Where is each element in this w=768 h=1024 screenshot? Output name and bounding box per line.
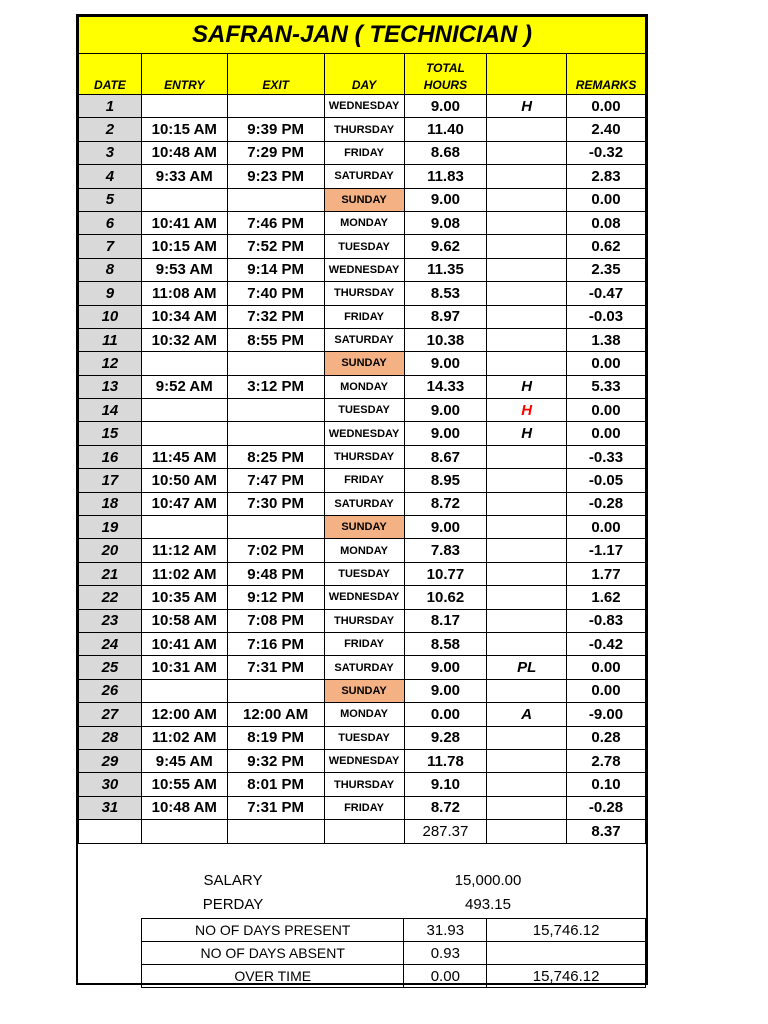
row-day: THURSDAY [324, 773, 404, 796]
row-date: 20 [79, 539, 142, 562]
row-remarks: 0.10 [567, 773, 646, 796]
row-remarks: -1.17 [567, 539, 646, 562]
attendance-row [79, 188, 646, 211]
row-entry: 10:31 AM [141, 656, 227, 679]
summary-line [142, 965, 646, 988]
attendance-row [79, 352, 646, 375]
attendance-row [79, 141, 646, 164]
row-remarks: 0.28 [567, 726, 646, 749]
row-day: SATURDAY [324, 328, 404, 351]
summary-amount: 15,746.12 [487, 919, 646, 942]
row-exit: 7:31 PM [227, 796, 324, 819]
row-flag [487, 492, 567, 515]
salary-value: 15,000.00 [454, 872, 522, 889]
row-exit: 9:32 PM [227, 749, 324, 772]
row-entry: 10:48 AM [141, 141, 227, 164]
row-flag [487, 516, 567, 539]
row-remarks: 0.00 [567, 422, 646, 445]
row-flag [487, 445, 567, 468]
row-day: THURSDAY [324, 445, 404, 468]
row-total-hours: 9.62 [404, 235, 487, 258]
header-total-top: TOTAL [425, 61, 465, 75]
row-remarks: 0.00 [567, 352, 646, 375]
row-exit: 9:39 PM [227, 118, 324, 141]
row-remarks: -0.32 [567, 141, 646, 164]
summary-amount: 15,746.12 [487, 965, 646, 988]
row-date: 22 [79, 586, 142, 609]
row-entry: 10:32 AM [141, 328, 227, 351]
row-day: MONDAY [324, 539, 404, 562]
row-exit: 7:52 PM [227, 235, 324, 258]
row-entry: 10:15 AM [141, 118, 227, 141]
row-total-hours: 9.10 [404, 773, 487, 796]
row-flag [487, 258, 567, 281]
row-date: 25 [79, 656, 142, 679]
row-entry: 9:33 AM [141, 165, 227, 188]
row-date: 19 [79, 516, 142, 539]
row-total-hours: 9.00 [404, 516, 487, 539]
row-entry: 9:45 AM [141, 749, 227, 772]
row-entry: 11:02 AM [141, 562, 227, 585]
header-total-hours [404, 54, 487, 95]
row-entry: 11:12 AM [141, 539, 227, 562]
row-exit: 7:31 PM [227, 656, 324, 679]
row-day: FRIDAY [324, 796, 404, 819]
attendance-row [79, 305, 646, 328]
totals-empty-cell [141, 820, 227, 844]
attendance-table [78, 16, 646, 844]
sheet-title: SAFRAN-JAN ( TECHNICIAN ) [79, 17, 646, 54]
row-remarks: 0.00 [567, 399, 646, 422]
row-flag: PL [487, 656, 567, 679]
attendance-row [79, 95, 646, 118]
row-date: 3 [79, 141, 142, 164]
header-exit: EXIT [227, 54, 324, 95]
attendance-row [79, 539, 646, 562]
row-date: 13 [79, 375, 142, 398]
row-exit: 7:02 PM [227, 539, 324, 562]
row-entry: 11:45 AM [141, 445, 227, 468]
attendance-row [79, 399, 646, 422]
row-total-hours: 14.33 [404, 375, 487, 398]
row-entry: 10:41 AM [141, 632, 227, 655]
row-day: SUNDAY [324, 516, 404, 539]
row-day: WEDNESDAY [324, 586, 404, 609]
row-flag [487, 586, 567, 609]
total-hours-sum: 287.37 [404, 820, 487, 844]
row-flag: H [487, 375, 567, 398]
row-exit: 7:16 PM [227, 632, 324, 655]
totals-row [79, 820, 646, 844]
row-entry [141, 679, 227, 702]
row-flag [487, 726, 567, 749]
row-total-hours: 8.95 [404, 469, 487, 492]
row-total-hours: 8.72 [404, 796, 487, 819]
row-total-hours: 9.08 [404, 211, 487, 234]
row-entry: 9:53 AM [141, 258, 227, 281]
row-exit: 7:30 PM [227, 492, 324, 515]
row-flag: H [487, 422, 567, 445]
summary-label: NO OF DAYS PRESENT [142, 919, 404, 942]
attendance-row [79, 562, 646, 585]
row-date: 12 [79, 352, 142, 375]
row-day: FRIDAY [324, 305, 404, 328]
totals-empty-cell [324, 820, 404, 844]
row-total-hours: 11.35 [404, 258, 487, 281]
row-exit: 7:32 PM [227, 305, 324, 328]
row-date: 1 [79, 95, 142, 118]
row-exit [227, 188, 324, 211]
row-entry: 10:58 AM [141, 609, 227, 632]
row-day: WEDNESDAY [324, 749, 404, 772]
header-date: DATE [79, 54, 142, 95]
summary-label: NO OF DAYS ABSENT [142, 942, 404, 965]
row-day: SUNDAY [324, 679, 404, 702]
attendance-row [79, 516, 646, 539]
row-total-hours: 8.17 [404, 609, 487, 632]
row-exit: 9:48 PM [227, 562, 324, 585]
row-day: WEDNESDAY [324, 95, 404, 118]
row-date: 10 [79, 305, 142, 328]
row-day: MONDAY [324, 703, 404, 726]
row-remarks: 0.00 [567, 679, 646, 702]
summary-value: 0.93 [404, 942, 487, 965]
row-flag [487, 352, 567, 375]
row-remarks: -0.03 [567, 305, 646, 328]
row-exit: 9:23 PM [227, 165, 324, 188]
attendance-row [79, 258, 646, 281]
row-exit: 8:55 PM [227, 328, 324, 351]
row-exit: 9:14 PM [227, 258, 324, 281]
row-entry [141, 95, 227, 118]
row-entry [141, 352, 227, 375]
row-remarks: 0.00 [567, 95, 646, 118]
row-date: 6 [79, 211, 142, 234]
row-remarks: -0.33 [567, 445, 646, 468]
row-date: 26 [79, 679, 142, 702]
row-exit [227, 95, 324, 118]
row-date: 16 [79, 445, 142, 468]
row-exit [227, 352, 324, 375]
row-total-hours: 9.00 [404, 188, 487, 211]
attendance-row [79, 703, 646, 726]
row-total-hours: 10.77 [404, 562, 487, 585]
attendance-row [79, 445, 646, 468]
row-total-hours: 11.40 [404, 118, 487, 141]
attendance-row [79, 282, 646, 305]
summary-value: 0.00 [404, 965, 487, 988]
row-remarks: 2.35 [567, 258, 646, 281]
row-day: WEDNESDAY [324, 422, 404, 445]
summary-line [142, 919, 646, 942]
row-total-hours: 8.68 [404, 141, 487, 164]
attendance-row [79, 165, 646, 188]
header-row [79, 54, 646, 95]
row-date: 24 [79, 632, 142, 655]
row-flag [487, 211, 567, 234]
row-entry [141, 422, 227, 445]
attendance-row [79, 469, 646, 492]
row-exit: 9:12 PM [227, 586, 324, 609]
row-flag [487, 305, 567, 328]
row-date: 11 [79, 328, 142, 351]
row-date: 29 [79, 749, 142, 772]
attendance-row [79, 586, 646, 609]
row-total-hours: 11.83 [404, 165, 487, 188]
row-flag [487, 469, 567, 492]
row-flag [487, 328, 567, 351]
row-flag [487, 165, 567, 188]
row-flag [487, 796, 567, 819]
row-total-hours: 10.62 [404, 586, 487, 609]
row-total-hours: 8.58 [404, 632, 487, 655]
row-day: SATURDAY [324, 492, 404, 515]
row-exit: 8:01 PM [227, 773, 324, 796]
row-flag [487, 235, 567, 258]
row-remarks: 2.78 [567, 749, 646, 772]
attendance-sheet [76, 14, 648, 985]
header-flag [487, 54, 567, 95]
row-total-hours: 0.00 [404, 703, 487, 726]
attendance-row [79, 492, 646, 515]
row-total-hours: 9.00 [404, 399, 487, 422]
row-flag: A [487, 703, 567, 726]
totals-empty-cell [227, 820, 324, 844]
row-entry: 11:08 AM [141, 282, 227, 305]
row-date: 18 [79, 492, 142, 515]
row-day: SATURDAY [324, 165, 404, 188]
row-day: TUESDAY [324, 562, 404, 585]
row-date: 31 [79, 796, 142, 819]
row-entry: 11:02 AM [141, 726, 227, 749]
totals-empty-cell [79, 820, 142, 844]
row-entry: 10:35 AM [141, 586, 227, 609]
summary-value: 31.93 [404, 919, 487, 942]
row-remarks: 0.00 [567, 656, 646, 679]
row-date: 28 [79, 726, 142, 749]
row-exit: 12:00 AM [227, 703, 324, 726]
row-date: 21 [79, 562, 142, 585]
row-total-hours: 7.83 [404, 539, 487, 562]
row-exit: 7:46 PM [227, 211, 324, 234]
row-flag: H [487, 399, 567, 422]
row-remarks: 0.62 [567, 235, 646, 258]
row-exit: 7:40 PM [227, 282, 324, 305]
row-entry: 9:52 AM [141, 375, 227, 398]
row-day: TUESDAY [324, 235, 404, 258]
row-day: SUNDAY [324, 188, 404, 211]
row-remarks: -0.42 [567, 632, 646, 655]
header-day: DAY [324, 54, 404, 95]
row-date: 4 [79, 165, 142, 188]
row-total-hours: 9.28 [404, 726, 487, 749]
row-remarks: -0.05 [567, 469, 646, 492]
row-exit [227, 422, 324, 445]
row-remarks: 2.40 [567, 118, 646, 141]
row-day: SUNDAY [324, 352, 404, 375]
row-date: 14 [79, 399, 142, 422]
row-day: FRIDAY [324, 632, 404, 655]
summary-line [142, 942, 646, 965]
row-remarks: -0.28 [567, 492, 646, 515]
row-date: 30 [79, 773, 142, 796]
row-total-hours: 8.72 [404, 492, 487, 515]
attendance-row [79, 679, 646, 702]
total-remarks-sum: 8.37 [567, 820, 646, 844]
row-remarks: 5.33 [567, 375, 646, 398]
row-total-hours: 11.78 [404, 749, 487, 772]
row-entry: 10:15 AM [141, 235, 227, 258]
row-remarks: 1.77 [567, 562, 646, 585]
summary-amount [487, 942, 646, 965]
row-total-hours: 8.97 [404, 305, 487, 328]
row-day: WEDNESDAY [324, 258, 404, 281]
attendance-row [79, 375, 646, 398]
row-day: FRIDAY [324, 141, 404, 164]
row-entry: 10:55 AM [141, 773, 227, 796]
attendance-row [79, 211, 646, 234]
row-flag [487, 773, 567, 796]
row-total-hours: 8.53 [404, 282, 487, 305]
row-entry: 10:50 AM [141, 469, 227, 492]
row-remarks: -0.83 [567, 609, 646, 632]
row-day: FRIDAY [324, 469, 404, 492]
row-flag [487, 141, 567, 164]
perday-value: 493.15 [465, 896, 511, 913]
row-total-hours: 9.00 [404, 422, 487, 445]
row-entry [141, 516, 227, 539]
row-remarks: 1.38 [567, 328, 646, 351]
attendance-row [79, 422, 646, 445]
attendance-row [79, 609, 646, 632]
row-exit: 7:08 PM [227, 609, 324, 632]
header-total-bottom: HOURS [423, 78, 468, 92]
row-day: THURSDAY [324, 118, 404, 141]
row-remarks: 2.83 [567, 165, 646, 188]
attendance-row [79, 118, 646, 141]
row-entry: 10:34 AM [141, 305, 227, 328]
row-date: 8 [79, 258, 142, 281]
row-flag [487, 679, 567, 702]
row-date: 2 [79, 118, 142, 141]
attendance-row [79, 726, 646, 749]
row-date: 15 [79, 422, 142, 445]
row-flag [487, 609, 567, 632]
row-remarks: 0.00 [567, 516, 646, 539]
attendance-row [79, 796, 646, 819]
attendance-row [79, 632, 646, 655]
row-remarks: -0.47 [567, 282, 646, 305]
row-exit: 8:25 PM [227, 445, 324, 468]
row-exit: 7:47 PM [227, 469, 324, 492]
totals-empty-cell [487, 820, 567, 844]
row-remarks: 0.08 [567, 211, 646, 234]
row-total-hours: 10.38 [404, 328, 487, 351]
row-total-hours: 9.00 [404, 95, 487, 118]
row-entry: 12:00 AM [141, 703, 227, 726]
row-date: 5 [79, 188, 142, 211]
row-day: THURSDAY [324, 609, 404, 632]
attendance-row [79, 749, 646, 772]
row-date: 23 [79, 609, 142, 632]
header-remarks: REMARKS [567, 54, 646, 95]
summary-label: OVER TIME [142, 965, 404, 988]
attendance-row [79, 656, 646, 679]
row-day: SATURDAY [324, 656, 404, 679]
row-flag [487, 632, 567, 655]
salary-label: SALARY [203, 872, 263, 889]
row-flag [487, 749, 567, 772]
row-entry [141, 399, 227, 422]
attendance-row [79, 235, 646, 258]
row-flag [487, 562, 567, 585]
row-date: 17 [79, 469, 142, 492]
row-total-hours: 8.67 [404, 445, 487, 468]
row-remarks: -9.00 [567, 703, 646, 726]
row-date: 7 [79, 235, 142, 258]
row-remarks: 0.00 [567, 188, 646, 211]
row-exit: 8:19 PM [227, 726, 324, 749]
row-day: MONDAY [324, 211, 404, 234]
row-entry [141, 188, 227, 211]
row-total-hours: 9.00 [404, 656, 487, 679]
summary-table [141, 918, 646, 988]
row-flag [487, 118, 567, 141]
row-day: TUESDAY [324, 726, 404, 749]
row-total-hours: 9.00 [404, 352, 487, 375]
row-exit [227, 399, 324, 422]
row-flag: H [487, 95, 567, 118]
row-flag [487, 539, 567, 562]
row-date: 9 [79, 282, 142, 305]
row-entry: 10:47 AM [141, 492, 227, 515]
row-exit: 7:29 PM [227, 141, 324, 164]
row-entry: 10:41 AM [141, 211, 227, 234]
row-total-hours: 9.00 [404, 679, 487, 702]
row-flag [487, 188, 567, 211]
attendance-row [79, 328, 646, 351]
perday-label: PERDAY [202, 896, 264, 913]
row-date: 27 [79, 703, 142, 726]
row-flag [487, 282, 567, 305]
header-entry: ENTRY [141, 54, 227, 95]
row-day: THURSDAY [324, 282, 404, 305]
row-day: TUESDAY [324, 399, 404, 422]
row-day: MONDAY [324, 375, 404, 398]
row-exit: 3:12 PM [227, 375, 324, 398]
row-remarks: -0.28 [567, 796, 646, 819]
row-entry: 10:48 AM [141, 796, 227, 819]
attendance-row [79, 773, 646, 796]
row-remarks: 1.62 [567, 586, 646, 609]
row-exit [227, 516, 324, 539]
row-exit [227, 679, 324, 702]
